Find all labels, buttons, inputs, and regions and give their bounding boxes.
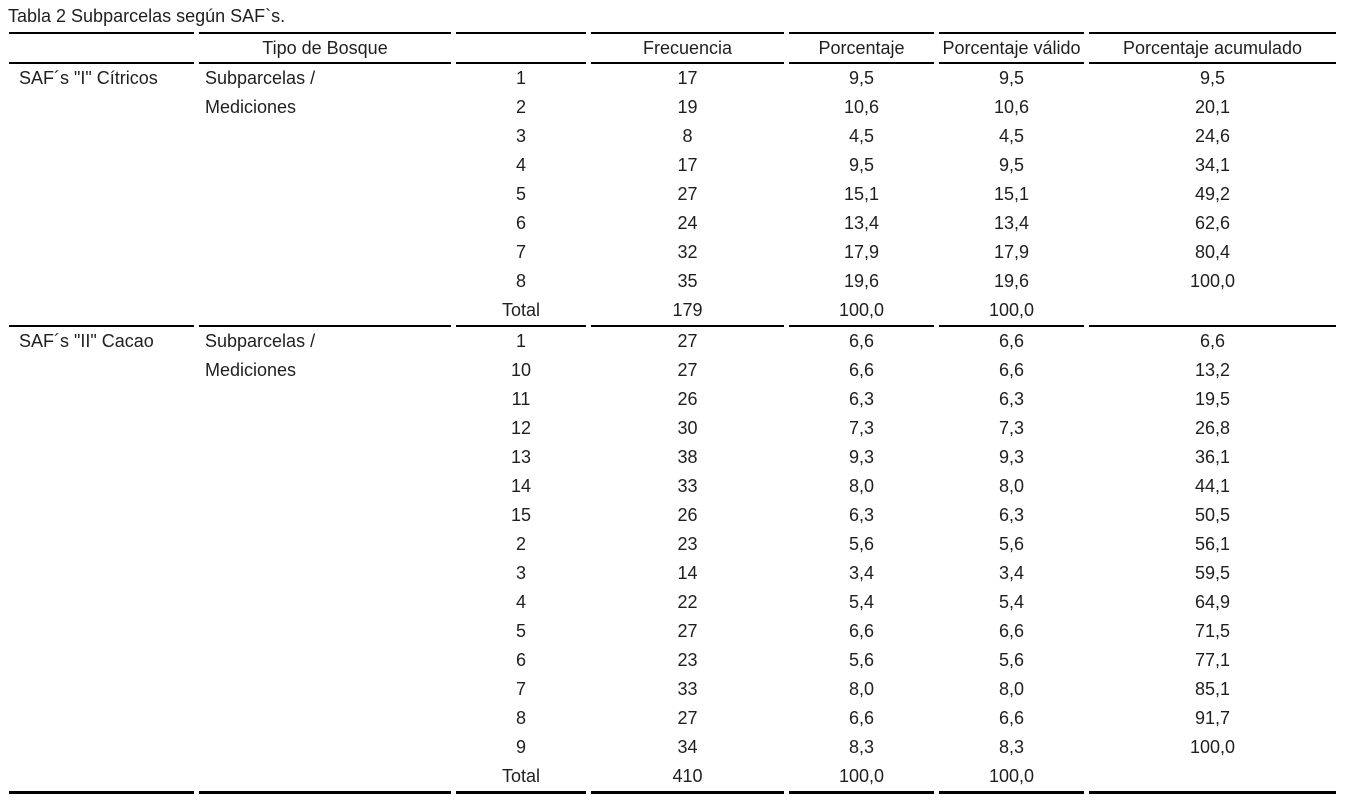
data-table	[4, 32, 1341, 794]
frecuencia-cell: 34	[677, 737, 698, 757]
frecuencia-cell: 26	[677, 505, 698, 525]
group-label-cell	[9, 530, 194, 559]
frecuencia-cell: 27	[677, 184, 698, 204]
frecuencia-cell: 17	[677, 155, 698, 175]
porcentaje-cell: 7,3	[848, 418, 875, 438]
category-cell: 9	[515, 737, 526, 757]
table-row	[9, 646, 1336, 675]
frecuencia-cell: 23	[677, 534, 698, 554]
header-category	[456, 32, 586, 64]
porcentaje-acumulado-cell: 9,5	[1199, 68, 1226, 88]
group-label-cell	[9, 356, 194, 385]
porcentaje-cell: 6,6	[848, 621, 875, 641]
porcentaje-cell: 9,5	[848, 155, 875, 175]
frecuencia-cell: 179	[591, 296, 784, 327]
porcentaje-acumulado-cell: 64,9	[1194, 592, 1231, 612]
table-row	[9, 559, 1336, 588]
porcentaje-cell: 8,0	[848, 679, 875, 699]
frecuencia-cell: 27	[677, 331, 698, 351]
table-row	[9, 530, 1336, 559]
porcentaje-valido-cell: 8,3	[998, 737, 1025, 757]
group-label-cell	[9, 675, 194, 704]
measure-label-cell	[199, 122, 451, 151]
table-row	[9, 151, 1336, 180]
header-frecuencia: Frecuencia	[591, 32, 784, 64]
porcentaje-valido-cell: 9,5	[998, 68, 1025, 88]
header-porcentaje-valido: Porcentaje válido	[939, 32, 1084, 64]
group-label-cell	[9, 617, 194, 646]
table-row	[9, 675, 1336, 704]
porcentaje-acumulado-cell: 71,5	[1194, 621, 1231, 641]
category-cell: 2	[515, 534, 526, 554]
porcentaje-acumulado-cell	[1089, 762, 1336, 794]
porcentaje-valido-cell: 19,6	[993, 271, 1030, 291]
category-cell: 15	[510, 505, 532, 525]
porcentaje-acumulado-cell: 77,1	[1194, 650, 1231, 670]
table-row	[9, 356, 1336, 385]
frecuencia-cell: 17	[677, 68, 698, 88]
porcentaje-valido-cell: 10,6	[993, 97, 1030, 117]
measure-label-cell	[199, 151, 451, 180]
measure-label-cell	[199, 704, 451, 733]
porcentaje-acumulado-cell: 49,2	[1194, 184, 1231, 204]
group-label-cell	[9, 93, 194, 122]
measure-label-cell	[199, 238, 451, 267]
porcentaje-cell: 100,0	[789, 296, 934, 327]
porcentaje-cell: 100,0	[789, 762, 934, 794]
measure-label-cell: Subparcelas /	[205, 68, 316, 88]
porcentaje-acumulado-cell: 50,5	[1194, 505, 1231, 525]
measure-label-cell	[199, 617, 451, 646]
frecuencia-cell: 35	[677, 271, 698, 291]
frecuencia-cell: 27	[677, 708, 698, 728]
frecuencia-cell: 8	[682, 126, 693, 146]
category-cell: 8	[515, 271, 526, 291]
table-caption: Tabla 2 Subparcelas según SAF`s.	[8, 6, 286, 26]
frecuencia-cell: 32	[677, 242, 698, 262]
porcentaje-cell: 6,6	[848, 360, 875, 380]
porcentaje-valido-cell: 100,0	[939, 296, 1084, 327]
header-porcentaje-acumulado: Porcentaje acumulado	[1089, 32, 1336, 64]
frecuencia-cell: 27	[677, 360, 698, 380]
table-row	[9, 93, 1336, 122]
measure-label-cell: Mediciones	[205, 360, 297, 380]
porcentaje-valido-cell: 3,4	[998, 563, 1025, 583]
group-label-cell	[9, 501, 194, 530]
porcentaje-valido-cell: 6,6	[998, 621, 1025, 641]
porcentaje-valido-cell: 6,3	[998, 505, 1025, 525]
table-row	[9, 617, 1336, 646]
table-row	[9, 64, 1336, 93]
group-label-cell	[9, 267, 194, 296]
porcentaje-cell: 8,3	[848, 737, 875, 757]
group-label-cell	[9, 472, 194, 501]
category-cell: 8	[515, 708, 526, 728]
category-cell: 3	[515, 563, 526, 583]
porcentaje-acumulado-cell: 100,0	[1189, 271, 1236, 291]
category-cell: 1	[515, 68, 526, 88]
porcentaje-valido-cell: 6,6	[998, 331, 1025, 351]
frecuencia-cell: 27	[677, 621, 698, 641]
measure-label-cell: Subparcelas /	[205, 331, 316, 351]
porcentaje-cell: 15,1	[843, 184, 880, 204]
porcentaje-valido-cell: 17,9	[993, 242, 1030, 262]
frecuencia-cell: 26	[677, 389, 698, 409]
category-cell: 14	[510, 476, 532, 496]
measure-label-cell	[199, 675, 451, 704]
category-cell: 5	[515, 621, 526, 641]
group-label-cell	[9, 414, 194, 443]
porcentaje-cell: 9,3	[848, 447, 875, 467]
measure-label-cell	[199, 180, 451, 209]
table-row	[9, 296, 1336, 327]
table-row	[9, 588, 1336, 617]
porcentaje-valido-cell: 9,5	[998, 155, 1025, 175]
category-cell: 6	[515, 650, 526, 670]
table-row	[9, 238, 1336, 267]
porcentaje-acumulado-cell: 44,1	[1194, 476, 1231, 496]
category-cell: 7	[515, 679, 526, 699]
measure-label-cell	[199, 530, 451, 559]
frecuencia-cell: 33	[677, 679, 698, 699]
group-label-cell	[9, 180, 194, 209]
table-row	[9, 733, 1336, 762]
porcentaje-cell: 13,4	[843, 213, 880, 233]
porcentaje-acumulado-cell: 62,6	[1194, 213, 1231, 233]
porcentaje-cell: 19,6	[843, 271, 880, 291]
table-row	[9, 704, 1336, 733]
group-label-cell	[9, 704, 194, 733]
porcentaje-cell: 4,5	[848, 126, 875, 146]
group-label-cell	[9, 238, 194, 267]
porcentaje-cell: 5,6	[848, 650, 875, 670]
porcentaje-valido-cell: 6,6	[998, 360, 1025, 380]
porcentaje-acumulado-cell: 20,1	[1194, 97, 1231, 117]
porcentaje-cell: 6,3	[848, 505, 875, 525]
porcentaje-valido-cell: 5,4	[998, 592, 1025, 612]
measure-label-cell	[199, 762, 451, 794]
category-cell: 10	[510, 360, 532, 380]
group-label-cell	[9, 122, 194, 151]
frecuencia-cell: 33	[677, 476, 698, 496]
group-label-cell: SAF´s "I" Cítricos	[19, 68, 158, 88]
porcentaje-valido-cell: 4,5	[998, 126, 1025, 146]
porcentaje-acumulado-cell: 85,1	[1194, 679, 1231, 699]
porcentaje-valido-cell: 13,4	[993, 213, 1030, 233]
porcentaje-cell: 6,6	[848, 708, 875, 728]
table-row	[9, 122, 1336, 151]
frecuencia-cell: 410	[591, 762, 784, 794]
porcentaje-acumulado-cell: 100,0	[1189, 737, 1236, 757]
frecuencia-cell: 30	[677, 418, 698, 438]
measure-label-cell	[199, 209, 451, 238]
category-cell: 13	[510, 447, 532, 467]
measure-label-cell	[199, 733, 451, 762]
table-row	[9, 762, 1336, 794]
frecuencia-cell: 14	[677, 563, 698, 583]
table-row	[9, 472, 1336, 501]
porcentaje-acumulado-cell: 91,7	[1194, 708, 1231, 728]
porcentaje-valido-cell: 8,0	[998, 476, 1025, 496]
category-cell: 6	[515, 213, 526, 233]
group-label-cell	[9, 646, 194, 675]
porcentaje-acumulado-cell: 6,6	[1199, 331, 1226, 351]
porcentaje-cell: 17,9	[843, 242, 880, 262]
porcentaje-cell: 8,0	[848, 476, 875, 496]
table-row	[9, 443, 1336, 472]
header-empty	[9, 32, 194, 64]
porcentaje-acumulado-cell: 19,5	[1194, 389, 1231, 409]
table-row	[9, 209, 1336, 238]
porcentaje-valido-cell: 6,6	[998, 708, 1025, 728]
group-label-cell	[9, 733, 194, 762]
group-label-cell	[9, 151, 194, 180]
measure-label-cell	[199, 267, 451, 296]
porcentaje-valido-cell: 8,0	[998, 679, 1025, 699]
porcentaje-cell: 3,4	[848, 563, 875, 583]
measure-label-cell	[199, 501, 451, 530]
frecuencia-cell: 24	[677, 213, 698, 233]
table-row	[9, 327, 1336, 356]
porcentaje-valido-cell: 100,0	[939, 762, 1084, 794]
porcentaje-acumulado-cell: 80,4	[1194, 242, 1231, 262]
header-row	[9, 32, 1336, 64]
porcentaje-cell: 9,5	[848, 68, 875, 88]
measure-label-cell	[199, 385, 451, 414]
group-label-cell	[9, 762, 194, 794]
category-cell: 4	[515, 155, 526, 175]
porcentaje-acumulado-cell: 13,2	[1194, 360, 1231, 380]
porcentaje-acumulado-cell: 34,1	[1194, 155, 1231, 175]
measure-label-cell	[199, 414, 451, 443]
porcentaje-cell: 5,4	[848, 592, 875, 612]
porcentaje-cell: 6,3	[848, 389, 875, 409]
frecuencia-cell: 19	[677, 97, 698, 117]
group-label-cell	[9, 588, 194, 617]
frecuencia-cell: 23	[677, 650, 698, 670]
group-label-cell: SAF´s "II" Cacao	[19, 331, 154, 351]
porcentaje-acumulado-cell: 56,1	[1194, 534, 1231, 554]
header-porcentaje: Porcentaje	[789, 32, 934, 64]
measure-label-cell	[199, 559, 451, 588]
porcentaje-acumulado-cell: 36,1	[1194, 447, 1231, 467]
porcentaje-valido-cell: 9,3	[998, 447, 1025, 467]
category-cell: Total	[456, 296, 586, 327]
category-cell: 3	[515, 126, 526, 146]
porcentaje-acumulado-cell: 24,6	[1194, 126, 1231, 146]
porcentaje-valido-cell: 6,3	[998, 389, 1025, 409]
frecuencia-cell: 38	[677, 447, 698, 467]
category-cell: 1	[515, 331, 526, 351]
group-label-cell	[9, 385, 194, 414]
category-cell: Total	[456, 762, 586, 794]
porcentaje-acumulado-cell: 59,5	[1194, 563, 1231, 583]
category-cell: 7	[515, 242, 526, 262]
group-label-cell	[9, 443, 194, 472]
table-row	[9, 180, 1336, 209]
porcentaje-valido-cell: 15,1	[993, 184, 1030, 204]
table-row	[9, 385, 1336, 414]
group-label-cell	[9, 296, 194, 327]
porcentaje-acumulado-cell: 26,8	[1194, 418, 1231, 438]
measure-label-cell	[199, 296, 451, 327]
category-cell: 12	[510, 418, 532, 438]
group-label-cell	[9, 559, 194, 588]
porcentaje-acumulado-cell	[1089, 296, 1336, 327]
frecuencia-cell: 22	[677, 592, 698, 612]
porcentaje-cell: 10,6	[843, 97, 880, 117]
porcentaje-valido-cell: 5,6	[998, 534, 1025, 554]
category-cell: 2	[515, 97, 526, 117]
porcentaje-valido-cell: 7,3	[998, 418, 1025, 438]
category-cell: 11	[511, 389, 531, 409]
category-cell: 4	[515, 592, 526, 612]
category-cell: 5	[515, 184, 526, 204]
porcentaje-valido-cell: 5,6	[998, 650, 1025, 670]
measure-label-cell	[199, 588, 451, 617]
measure-label-cell	[199, 646, 451, 675]
measure-label-cell	[199, 443, 451, 472]
header-tipo-de-bosque: Tipo de Bosque	[199, 32, 451, 64]
table-row	[9, 414, 1336, 443]
table-row	[9, 267, 1336, 296]
porcentaje-cell: 5,6	[848, 534, 875, 554]
measure-label-cell	[199, 472, 451, 501]
table-row	[9, 501, 1336, 530]
measure-label-cell: Mediciones	[205, 97, 297, 117]
porcentaje-cell: 6,6	[848, 331, 875, 351]
group-label-cell	[9, 209, 194, 238]
